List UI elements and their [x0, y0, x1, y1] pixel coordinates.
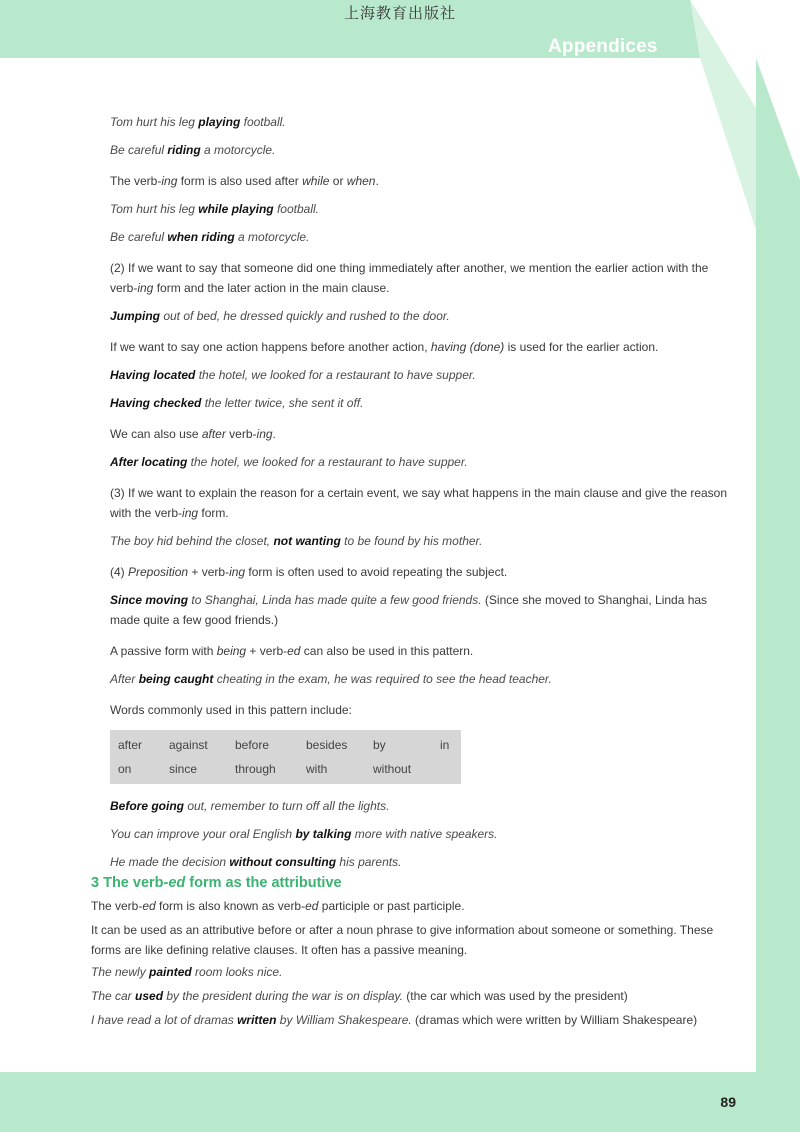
example-sentence: Before going out, remember to turn off all the lights. — [110, 799, 390, 813]
words-box — [110, 730, 461, 784]
example-sentence: You can improve your oral English by talking more with native speakers. — [110, 827, 498, 841]
main-content — [110, 112, 730, 872]
word — [440, 757, 460, 781]
example-sentence: Having checked the letter twice, she sent it off. — [110, 396, 364, 410]
explanation-paragraph: The verb-ing form is also used after while or when. — [110, 174, 379, 188]
example-sentence: Since moving to Shanghai, Linda has made quite a few good friends. (Since she moved to Shanghai, Linda has made quite a few good friends.) — [110, 593, 708, 627]
word: by — [373, 738, 386, 752]
words-row — [110, 733, 461, 757]
word: with — [306, 762, 328, 776]
explanation-paragraph: We can also use after verb-ing. — [110, 427, 276, 441]
section-heading: 3 The verb-ed form as the attributive — [91, 875, 342, 891]
word: after — [118, 738, 143, 752]
word: in — [440, 738, 450, 752]
example-sentence: I have read a lot of dramas written by William Shakespeare. (dramas which were written by William Shakespeare) — [91, 1013, 698, 1027]
explanation-paragraph: Words commonly used in this pattern include: — [110, 703, 352, 717]
example-sentence: The car used by the president during the war is on display. (the car which was used by the president) — [91, 989, 628, 1003]
publisher-name: 上海教育出版社 — [343, 4, 456, 22]
example-sentence: Be careful riding a motorcycle. — [110, 143, 276, 157]
fold-edge — [756, 58, 800, 230]
example-sentence: Having located the hotel, we looked for a restaurant to have supper. — [110, 368, 476, 382]
explanation-paragraph: A passive form with being + verb-ed can also be used in this pattern. — [110, 644, 474, 658]
word: besides — [306, 738, 348, 752]
example-sentence: The newly painted room looks nice. — [91, 965, 283, 979]
explanation-paragraph: The verb-ed form is also known as verb-ed participle or past participle. — [91, 899, 465, 913]
section-title: Appendices — [548, 36, 658, 57]
explanation-paragraph: If we want to say one action happens before another action, having (done) is used for the earlier action. — [110, 340, 659, 354]
section-3 — [91, 872, 731, 1032]
example-sentence: Jumping out of bed, he dressed quickly and rushed to the door. — [110, 309, 450, 323]
explanation-paragraph: It can be used as an attributive before or after a noun phrase to give information about someone or something. These forms are like defining relative clauses. It often has a passive meaning. — [91, 923, 714, 957]
example-sentence: Be careful when riding a motorcycle. — [110, 230, 310, 244]
word: since — [169, 762, 198, 776]
word: on — [118, 762, 132, 776]
word: against — [169, 738, 208, 752]
explanation-paragraph: (2) If we want to say that someone did one thing immediately after another, we mention the earlier action with the verb-ing form and the later action in the main clause. — [110, 261, 709, 295]
explanation-paragraph: (4) Preposition + verb-ing form is often used to avoid repeating the subject. — [110, 565, 508, 579]
word: before — [235, 738, 270, 752]
page-number: 89 — [720, 1094, 736, 1110]
example-sentence: Tom hurt his leg playing football. — [110, 115, 286, 129]
word: through — [235, 762, 276, 776]
explanation-paragraph: (3) If we want to explain the reason for a certain event, we say what happens in the main clause and give the reason with the verb-ing form. — [110, 486, 728, 520]
example-sentence: He made the decision without consulting his parents. — [110, 855, 402, 869]
words-row — [110, 757, 461, 781]
example-sentence: Tom hurt his leg while playing football. — [110, 202, 319, 216]
example-sentence: The boy hid behind the closet, not wanting to be found by his mother. — [110, 534, 483, 548]
word: without — [373, 762, 412, 776]
example-sentence: After locating the hotel, we looked for a restaurant to have supper. — [110, 455, 468, 469]
example-sentence: After being caught cheating in the exam, he was required to see the head teacher. — [110, 672, 552, 686]
